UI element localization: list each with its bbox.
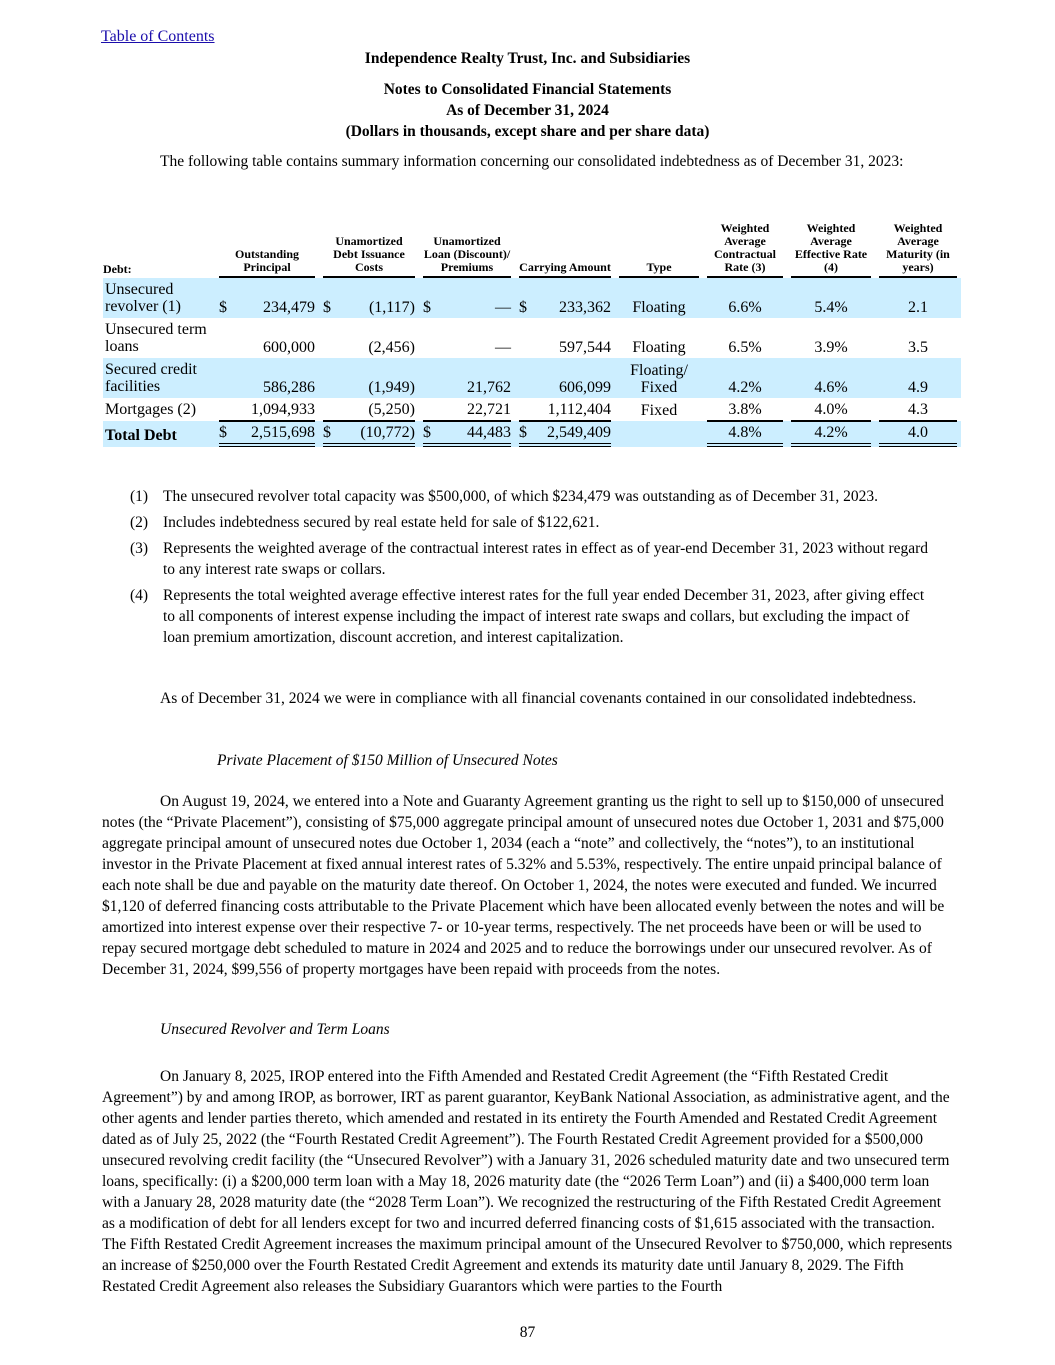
cell-value: 233,362: [559, 299, 611, 316]
cell-value: (2,456): [368, 339, 415, 356]
row-label: Unsecured term loans: [105, 321, 207, 355]
footnote-number: (3): [130, 540, 149, 557]
currency-symbol: $: [423, 424, 431, 441]
currency-symbol: $: [219, 424, 227, 441]
table-row: [103, 278, 961, 318]
page-number: 87: [519, 1324, 536, 1341]
footnote-number: (1): [130, 488, 149, 505]
footnote-number: (4): [130, 587, 149, 604]
cell-effective: [787, 318, 875, 358]
cell-value: 44,483: [467, 424, 511, 441]
cell-value: 5.4%: [814, 299, 848, 316]
column-header-label: Outstanding Principal: [219, 248, 315, 278]
cell-value: Floating: [632, 299, 686, 316]
footnote: [130, 512, 930, 533]
column-header: [419, 222, 515, 278]
revolver-paragraph: On January 8, 2025, IROP entered into the Fifth Amended and Restated Credit Agreement (the “Fifth Restated Credit Agreement”) by and among IROP, as borrower, IRT as parent guarantor, KeyBank National Association, as administrative agent, and the other agents and lender parties thereto, which amended and restated in its entirety the Fourth Amended and Restated Credit Agreement dated as of July 25, 2022 (the “Fourth Restated Credit Agreement”). The Fourth Restated Credit Agreement provided for a $500,000 unsecured revolving credit facility (the “Unsecured Revolver”) with a January 31, 2026 scheduled maturity date and two unsecured term loans, specifically: (i) a $200,000 term loan with a May 18, 2026 maturity date (the “2026 Term Loan”) and (ii) a $400,000 term loan with a January 28, 2028 maturity date (the “2028 Term Loan”). We recognized the restructuring of the Fifth Restated Credit Agreement as a modification of debt for all lenders except for two and incurred deferred financing costs of $1,615 associated with the transaction. The Fifth Restated Credit Agreement increases the maximum principal amount of the Unsecured Revolver to $750,000, which represents an increase of $250,000 over the Fourth Restated Credit Agreement and extends its maturity date until January 8, 2029. The Fifth Restated Credit Agreement also releases the Subsidiary Guarantors which were parties to the Fourth: [102, 1068, 953, 1295]
company-name: Independence Realty Trust, Inc. and Subsidiaries: [364, 50, 691, 67]
column-header-label: Debt:: [103, 262, 132, 276]
footnote-number: (2): [130, 514, 149, 531]
cell-effective: [787, 421, 875, 447]
cell-value: 4.2%: [814, 424, 848, 441]
cell-premium: [419, 278, 515, 318]
cell-value: 597,544: [559, 339, 611, 356]
cell-value: 2.1: [908, 299, 928, 316]
cell-value: 1,112,404: [547, 401, 611, 418]
cell-value: 4.8%: [728, 424, 762, 441]
column-header: [319, 222, 419, 278]
cell-value: (5,250): [368, 401, 415, 418]
column-header: [103, 222, 215, 278]
column-header-label: Weighted Average Maturity (in years): [879, 222, 957, 278]
cell-type: [615, 398, 703, 421]
cell-value: 4.0: [908, 424, 928, 441]
column-header: [515, 222, 615, 278]
cell-value: 606,099: [559, 379, 611, 396]
revolver-heading: Unsecured Revolver and Term Loans: [160, 1021, 390, 1038]
currency-symbol: $: [423, 299, 431, 316]
indebtedness-table: [103, 222, 961, 447]
cell-value: 4.3: [908, 401, 928, 418]
cell-value: 4.2%: [728, 379, 762, 396]
footnote-text: Represents the total weighted average effective interest rates for the full year ended December 31, 2023, after giving effect to all components of interest expense including the impact of interest rate swaps and collars, but excluding the impact of loan premium amortization, discount accretion, and interest capitalization.: [163, 587, 925, 646]
cell-carrying: [515, 421, 615, 447]
footnote: [130, 538, 930, 580]
cell-value: 1,094,933: [251, 401, 315, 418]
footnote: [130, 585, 930, 648]
cell-value: 22,721: [467, 401, 511, 418]
cell-principal: [215, 421, 319, 447]
cell-value: Floating: [632, 339, 686, 356]
cell-contractual: [703, 398, 787, 421]
cell-maturity: [875, 358, 961, 398]
cell-type: [615, 358, 703, 398]
cell-value: 21,762: [467, 379, 511, 396]
private-placement-paragraph: On August 19, 2024, we entered into a Note and Guaranty Agreement granting us the right to sell up to $150,000 of unsecured notes (the “Private Placement”), consisting of $75,000 aggregate principal amount of unsecured notes due October 1, 2031 and $75,000 aggregate principal amount of unsecured notes due October 1, 2034 (each a “note” and collectively, the “notes”), to an institutional investor in the Private Placement at fixed annual interest rates of 5.32% and 5.53%, respectively. The entire unpaid principal balance of each note shall be due and payable on the maturity date thereof. On October 1, 2024, the notes were executed and funded. We incurred $1,120 of deferred financing costs attributable to the Private Placement which have been allocated evenly between the notes and will be amortized into interest expense over their respective 7- or 10-year terms, respectively. The net proceeds have been or will be used to repay secured mortgage debt scheduled to mature in 2024 and 2025 and to reduce the borrowings under our unsecured revolver. As of December 31, 2024, $99,556 of property mortgages have been repaid with proceeds from the notes.: [102, 793, 945, 978]
cell-contractual: [703, 358, 787, 398]
cell-value: Fixed: [640, 402, 678, 419]
column-header: [875, 222, 961, 278]
column-header-label: Carrying Amount: [519, 261, 611, 278]
cell-value: 6.5%: [728, 339, 762, 356]
column-header: [215, 222, 319, 278]
cell-carrying: [515, 318, 615, 358]
cell-value: 2,515,698: [251, 424, 315, 441]
cell-costs: [319, 278, 419, 318]
cell-value: 3.8%: [728, 401, 762, 418]
cell-principal: [215, 278, 319, 318]
cell-costs: [319, 398, 419, 421]
currency-symbol: $: [519, 424, 527, 441]
column-header-label: Type: [619, 261, 699, 278]
column-header-label: Weighted Average Contractual Rate (3): [707, 222, 783, 278]
cell-effective: [787, 398, 875, 421]
cell-value: 3.5: [908, 339, 928, 356]
cell-carrying: [515, 398, 615, 421]
cell-principal: [215, 398, 319, 421]
units-note: (Dollars in thousands, except share and per share data): [345, 123, 710, 140]
row-label: Mortgages (2): [105, 401, 197, 418]
intro-paragraph: The following table contains summary information concerning our consolidated indebtedness as of December 31, 2023:: [160, 153, 904, 170]
currency-symbol: $: [323, 299, 331, 316]
table-row: [103, 421, 961, 447]
compliance-paragraph: As of December 31, 2024 we were in compliance with all financial covenants contained in our consolidated indebtedness.: [160, 690, 917, 707]
currency-symbol: $: [323, 424, 331, 441]
footnotes: [130, 486, 930, 653]
cell-premium: [419, 318, 515, 358]
cell-type: [615, 421, 703, 447]
cell-costs: [319, 318, 419, 358]
column-header-label: Unamortized Debt Issuance Costs: [323, 235, 415, 278]
currency-symbol: $: [219, 299, 227, 316]
cell-value: Floating/ Fixed: [630, 362, 688, 396]
column-header: [615, 222, 703, 278]
column-header: [703, 222, 787, 278]
cell-costs: [319, 358, 419, 398]
cell-contractual: [703, 278, 787, 318]
cell-carrying: [515, 358, 615, 398]
row-label: Secured credit facilities: [105, 361, 197, 395]
cell-maturity: [875, 318, 961, 358]
footnote: [130, 486, 930, 507]
cell-value: (1,949): [368, 379, 415, 396]
cell-value: (1,117): [368, 299, 415, 316]
column-header-label: Weighted Average Effective Rate (4): [791, 222, 871, 278]
cell-premium: [419, 421, 515, 447]
cell-value: 234,479: [263, 299, 315, 316]
row-label: Total Debt: [105, 427, 177, 444]
cell-effective: [787, 278, 875, 318]
cell-effective: [787, 358, 875, 398]
cell-value: (10,772): [360, 424, 415, 441]
cell-value: 4.9: [908, 379, 928, 396]
private-placement-heading: Private Placement of $150 Million of Unsecured Notes: [217, 752, 558, 769]
cell-value: 2,549,409: [547, 424, 611, 441]
footnote-text: The unsecured revolver total capacity was $500,000, of which $234,479 was outstanding as of December 31, 2023.: [163, 488, 878, 505]
footnote-text: Represents the weighted average of the contractual interest rates in effect as of year-end December 31, 2023 without regard to any interest rate swaps or collars.: [163, 540, 929, 578]
currency-symbol: $: [519, 299, 527, 316]
cell-value: 4.0%: [814, 401, 848, 418]
cell-value: 586,286: [263, 379, 315, 396]
cell-principal: [215, 318, 319, 358]
cell-principal: [215, 358, 319, 398]
cell-maturity: [875, 421, 961, 447]
cell-contractual: [703, 318, 787, 358]
footnote-text: Includes indebtedness secured by real estate held for sale of $122,621.: [163, 514, 600, 531]
table-row: [103, 398, 961, 421]
table-row: [103, 318, 961, 358]
cell-value: 6.6%: [728, 299, 762, 316]
cell-type: [615, 318, 703, 358]
cell-premium: [419, 358, 515, 398]
cell-maturity: [875, 278, 961, 318]
column-header: [787, 222, 875, 278]
cell-maturity: [875, 398, 961, 421]
cell-contractual: [703, 421, 787, 447]
column-header-label: Unamortized Loan (Discount)/ Premiums: [423, 235, 511, 278]
as-of-date: As of December 31, 2024: [446, 102, 609, 119]
cell-value: —: [495, 299, 511, 316]
cell-premium: [419, 398, 515, 421]
cell-value: 3.9%: [814, 339, 848, 356]
cell-value: 600,000: [263, 339, 315, 356]
section-title: Notes to Consolidated Financial Statements: [383, 81, 672, 98]
table-row: [103, 358, 961, 398]
cell-value: 4.6%: [814, 379, 848, 396]
row-label: Unsecured revolver (1): [105, 281, 181, 315]
table-of-contents-link[interactable]: Table of Contents: [101, 28, 215, 45]
cell-costs: [319, 421, 419, 447]
cell-carrying: [515, 278, 615, 318]
cell-value: —: [495, 339, 511, 356]
cell-type: [615, 278, 703, 318]
